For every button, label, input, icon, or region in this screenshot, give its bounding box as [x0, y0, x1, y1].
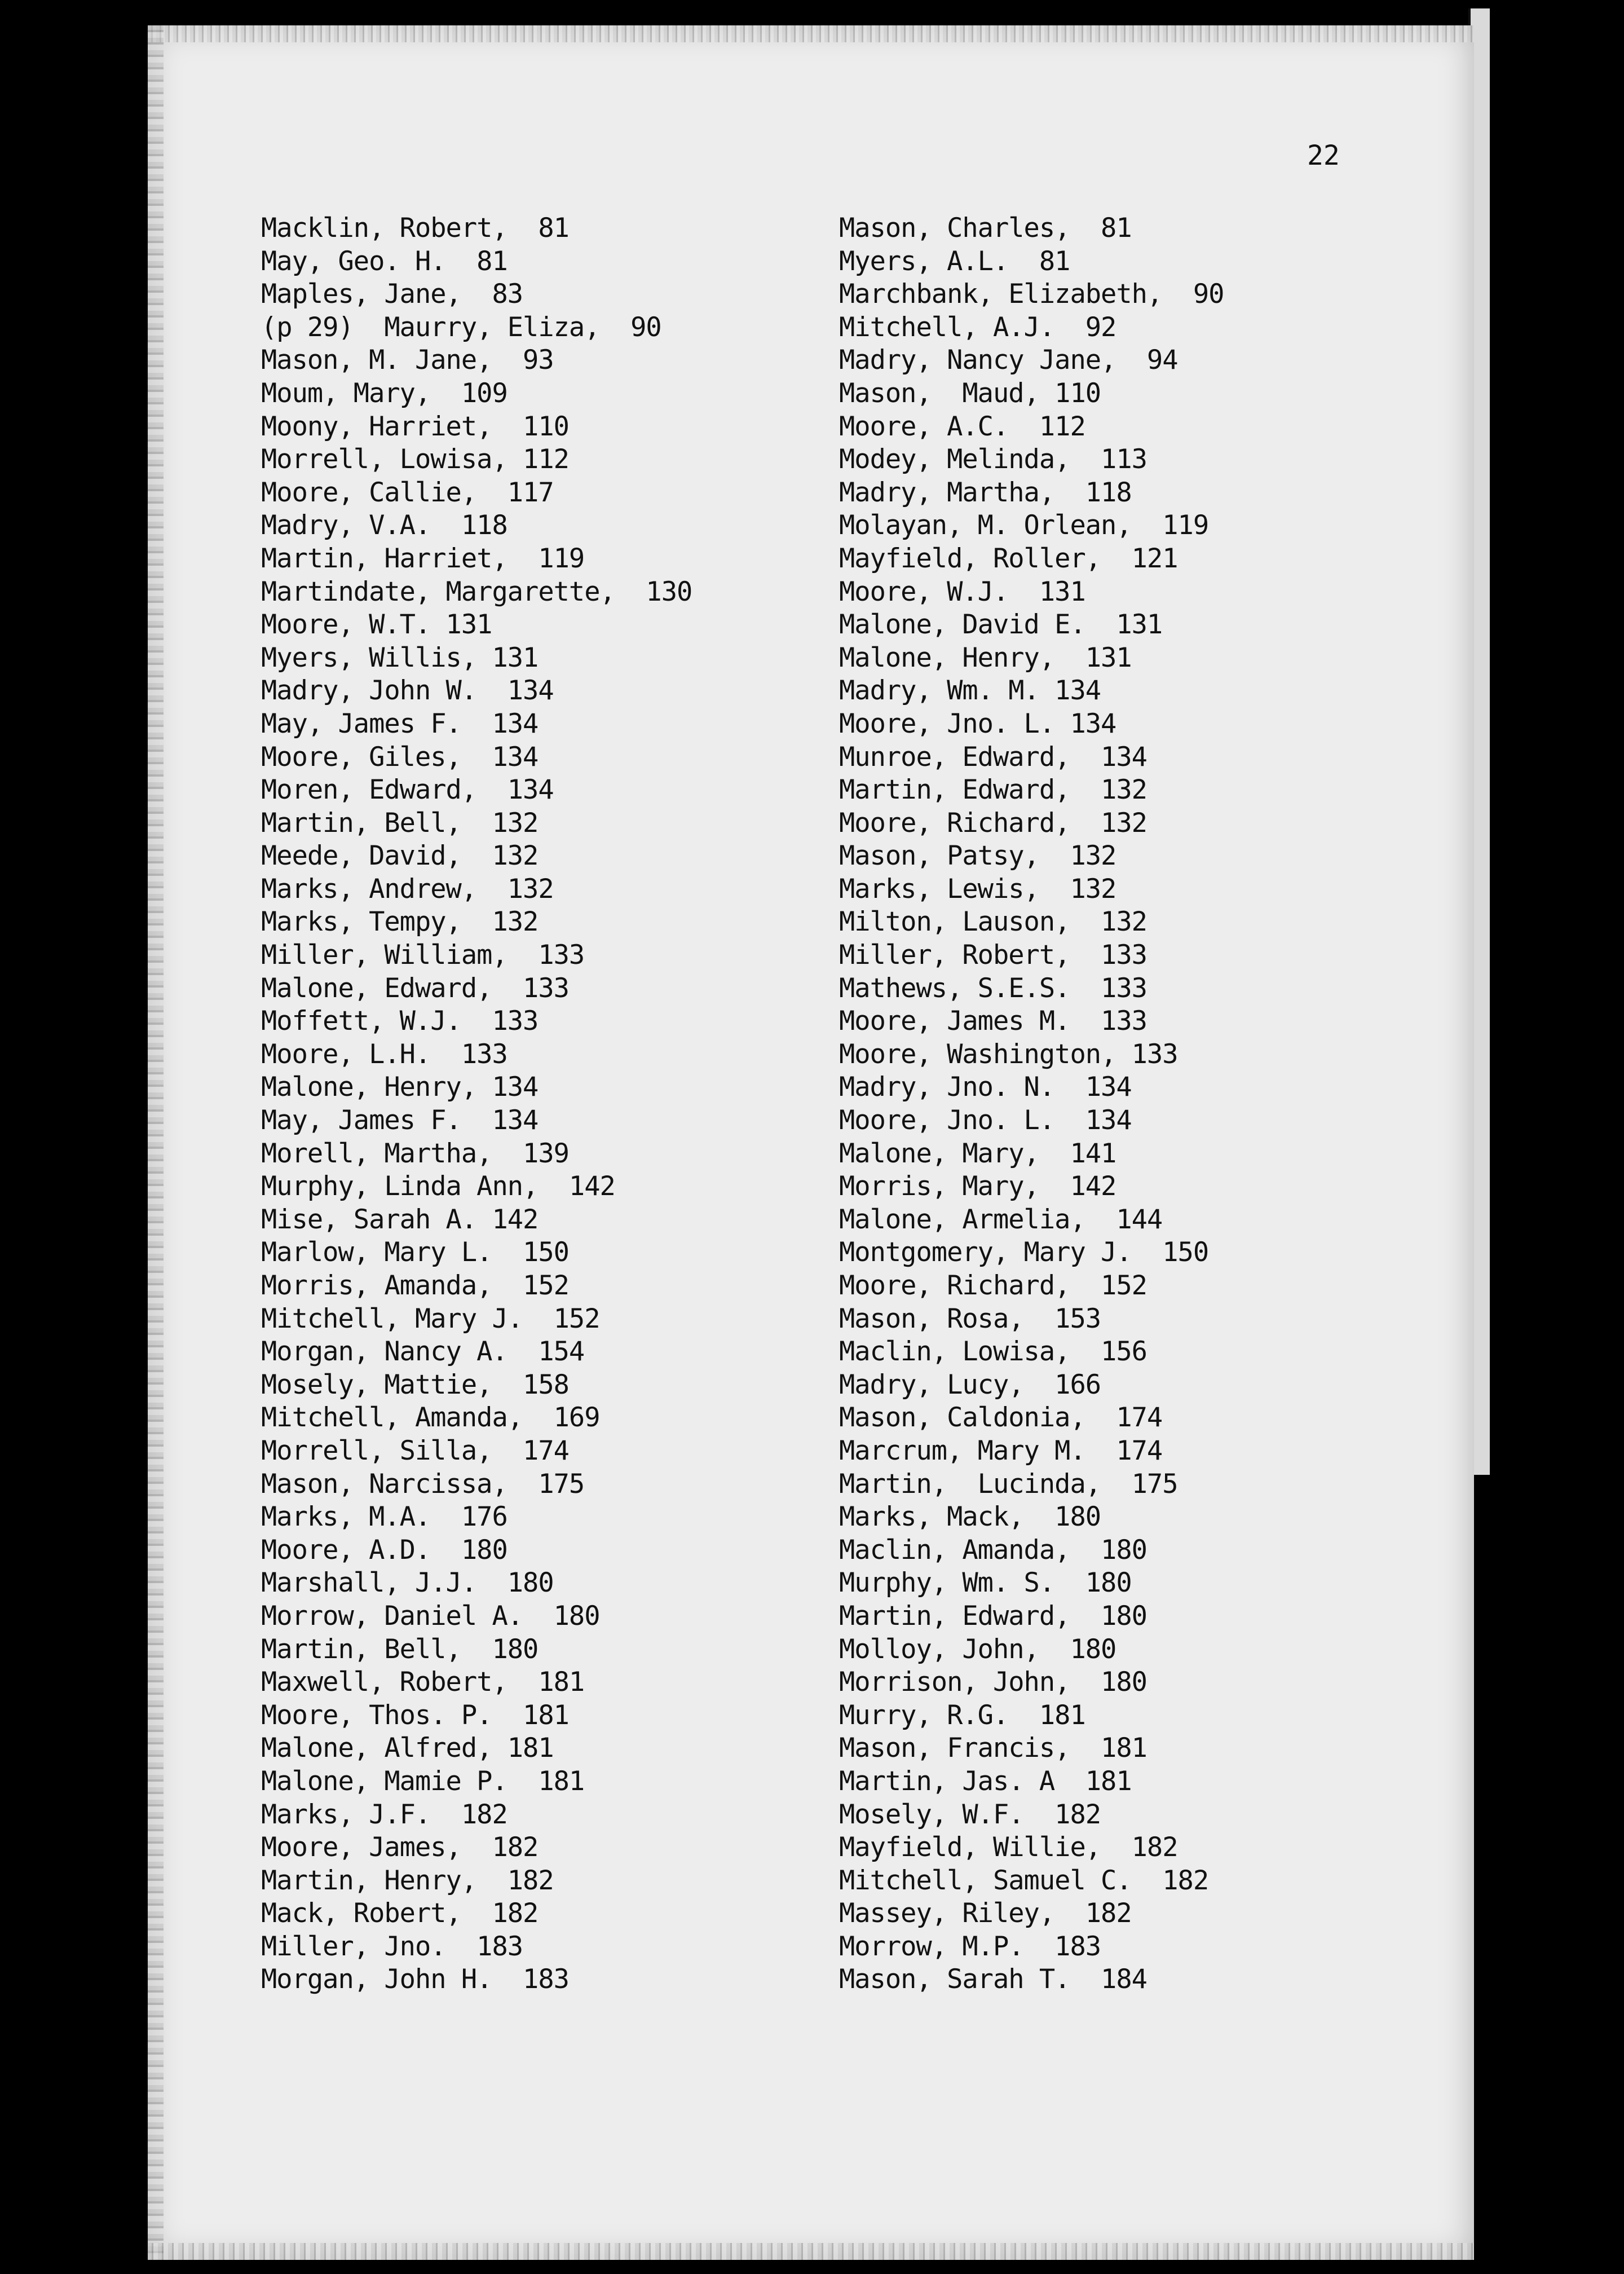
index-entry: Morgan, Nancy A. 154 [261, 1336, 585, 1368]
index-entry: Mosely, Mattie, 158 [261, 1369, 569, 1400]
index-entry: Malone, Henry, 134 [261, 1072, 539, 1103]
index-entry: Moore, Jno. L. 134 [839, 708, 1116, 739]
index-entry: Molayan, M. Orlean, 119 [839, 510, 1209, 541]
index-entry: Montgomery, Mary J. 150 [839, 1237, 1209, 1268]
page-number: 22 [1307, 140, 1340, 171]
index-entry: Mason, Patsy, 132 [839, 840, 1116, 872]
index-entry: Marchbank, Elizabeth, 90 [839, 279, 1224, 310]
index-entry: Mason, Rosa, 153 [839, 1303, 1101, 1334]
index-entry: Moore, L.H. 133 [261, 1038, 508, 1070]
index-entry: Martin, Bell, 180 [261, 1633, 539, 1665]
index-entry: Mitchell, Amanda, 169 [261, 1402, 600, 1434]
index-entry: Madry, Wm. M. 134 [839, 675, 1101, 707]
index-entry: Myers, Willis, 131 [261, 642, 539, 673]
index-entry: (p 29) Maurry, Eliza, 90 [261, 311, 661, 343]
index-entry: Maples, Jane, 83 [261, 279, 523, 310]
index-entry: Moore, Giles, 134 [261, 741, 539, 773]
index-entry: Martin, Lucinda, 175 [839, 1468, 1178, 1500]
index-entry: Martin, Edward, 180 [839, 1600, 1147, 1632]
index-entry: Moore, W.J. 131 [839, 576, 1085, 607]
index-entry: Madry, Martha, 118 [839, 477, 1132, 508]
index-entry: Morrison, John, 180 [839, 1667, 1147, 1698]
index-entry: Mason, Charles, 81 [839, 213, 1132, 244]
index-entry: Mason, Maud, 110 [839, 377, 1101, 409]
index-entry: Murphy, Wm. S. 180 [839, 1567, 1132, 1599]
index-entry: Madry, Nancy Jane, 94 [839, 345, 1178, 376]
index-entry: Mason, Caldonia, 174 [839, 1402, 1163, 1434]
index-entry: Madry, V.A. 118 [261, 510, 508, 541]
index-entry: Modey, Melinda, 113 [839, 444, 1147, 475]
index-entry: Massey, Riley, 182 [839, 1898, 1132, 1929]
index-entry: Morgan, John H. 183 [261, 1964, 569, 1995]
index-column-left [261, 212, 692, 1997]
index-entry: Moore, Callie, 117 [261, 477, 554, 508]
index-entry: Moren, Edward, 134 [261, 774, 554, 806]
index-entry: Martin, Jas. A 181 [839, 1765, 1132, 1797]
index-entry: Morris, Mary, 142 [839, 1171, 1116, 1202]
index-entry: Mise, Sarah A. 142 [261, 1204, 539, 1235]
index-entry: Marks, Andrew, 132 [261, 873, 554, 905]
index-entry: Morrell, Lowisa, 112 [261, 444, 569, 475]
index-entry: Marshall, J.J. 180 [261, 1567, 554, 1599]
index-entry: Mack, Robert, 182 [261, 1898, 539, 1929]
index-entry: Morrell, Silla, 174 [261, 1435, 569, 1466]
index-entry: Miller, Jno. 183 [261, 1931, 523, 1962]
index-entry: Miller, William, 133 [261, 940, 585, 971]
index-entry: Mosely, W.F. 182 [839, 1799, 1101, 1830]
index-entry: Marks, J.F. 182 [261, 1799, 508, 1830]
index-entry: Marlow, Mary L. 150 [261, 1237, 569, 1268]
paper-top-edge-noise [148, 25, 1474, 42]
index-entry: Milton, Lauson, 132 [839, 906, 1147, 938]
index-entry: Madry, Lucy, 166 [839, 1369, 1101, 1400]
index-entry: Meede, David, 132 [261, 840, 539, 872]
index-entry: Martin, Henry, 182 [261, 1865, 554, 1896]
index-entry: Malone, Mary, 141 [839, 1138, 1116, 1169]
index-entry: Macklin, Robert, 81 [261, 213, 569, 244]
index-entry: Marks, Tempy, 132 [261, 906, 539, 938]
index-entry: Madry, John W. 134 [261, 675, 554, 707]
index-entry: Martin, Edward, 132 [839, 774, 1147, 806]
index-entry: Moore, Washington, 133 [839, 1038, 1178, 1070]
index-entry: Marks, M.A. 176 [261, 1501, 508, 1533]
index-entry: Miller, Robert, 133 [839, 940, 1147, 971]
index-entry: Malone, Alfred, 181 [261, 1733, 554, 1764]
index-entry: Martin, Bell, 132 [261, 807, 539, 839]
index-entry: Mitchell, Mary J. 152 [261, 1303, 600, 1334]
index-entry: Mason, Narcissa, 175 [261, 1468, 585, 1500]
index-entry: Marks, Mack, 180 [839, 1501, 1101, 1533]
index-entry: Moore, A.D. 180 [261, 1534, 508, 1566]
index-entry: Munroe, Edward, 134 [839, 741, 1147, 773]
paper-bottom-edge-noise [148, 2243, 1474, 2260]
index-entry: Malone, Armelia, 144 [839, 1204, 1163, 1235]
index-entry: Moore, James M. 133 [839, 1006, 1147, 1037]
index-entry: Martin, Harriet, 119 [261, 543, 585, 574]
index-entry: Myers, A.L. 81 [839, 245, 1070, 277]
index-entry: Morell, Martha, 139 [261, 1138, 569, 1169]
index-entry: Malone, Henry, 131 [839, 642, 1132, 673]
index-entry: Marks, Lewis, 132 [839, 873, 1116, 905]
index-entry: Moony, Harriet, 110 [261, 411, 569, 442]
index-entry: Mason, M. Jane, 93 [261, 345, 554, 376]
index-entry: Moore, A.C. 112 [839, 411, 1085, 442]
index-entry: May, Geo. H. 81 [261, 245, 508, 277]
index-entry: Marcrum, Mary M. 174 [839, 1435, 1163, 1466]
index-entry: Moore, James, 182 [261, 1832, 539, 1863]
index-entry: Malone, Mamie P. 181 [261, 1765, 585, 1797]
index-column-right [839, 212, 1224, 1997]
index-entry: May, James F. 134 [261, 708, 539, 739]
index-entry: Maclin, Lowisa, 156 [839, 1336, 1147, 1368]
index-entry: Morrow, Daniel A. 180 [261, 1600, 600, 1632]
index-entry: Morrow, M.P. 183 [839, 1931, 1101, 1962]
index-entry: Morris, Amanda, 152 [261, 1270, 569, 1301]
index-entry: Moffett, W.J. 133 [261, 1006, 539, 1037]
index-entry: Mitchell, A.J. 92 [839, 311, 1116, 343]
index-entry: Moore, W.T. 131 [261, 609, 492, 641]
index-entry: Maxwell, Robert, 181 [261, 1667, 585, 1698]
index-entry: Moum, Mary, 109 [261, 377, 508, 409]
index-entry: Molloy, John, 180 [839, 1633, 1116, 1665]
index-entry: Mayfield, Willie, 182 [839, 1832, 1178, 1863]
index-entry: Mathews, S.E.S. 133 [839, 972, 1147, 1004]
paper-left-edge-noise [148, 25, 164, 2260]
index-entry: Murry, R.G. 181 [839, 1699, 1085, 1731]
index-entry: Mason, Sarah T. 184 [839, 1964, 1147, 1995]
index-entry: Martindate, Margarette, 130 [261, 576, 692, 607]
index-entry: Mayfield, Roller, 121 [839, 543, 1178, 574]
index-entry: Malone, David E. 131 [839, 609, 1163, 641]
index-entry: Moore, Jno. L. 134 [839, 1105, 1132, 1136]
index-entry: Mason, Francis, 181 [839, 1733, 1147, 1764]
index-entry: May, James F. 134 [261, 1105, 539, 1136]
index-entry: Malone, Edward, 133 [261, 972, 569, 1004]
index-entry: Moore, Richard, 132 [839, 807, 1147, 839]
index-entry: Moore, Richard, 152 [839, 1270, 1147, 1301]
index-entry: Maclin, Amanda, 180 [839, 1534, 1147, 1566]
index-entry: Moore, Thos. P. 181 [261, 1699, 569, 1731]
index-entry: Murphy, Linda Ann, 142 [261, 1171, 615, 1202]
index-entry: Mitchell, Samuel C. 182 [839, 1865, 1209, 1896]
index-entry: Madry, Jno. N. 134 [839, 1072, 1132, 1103]
